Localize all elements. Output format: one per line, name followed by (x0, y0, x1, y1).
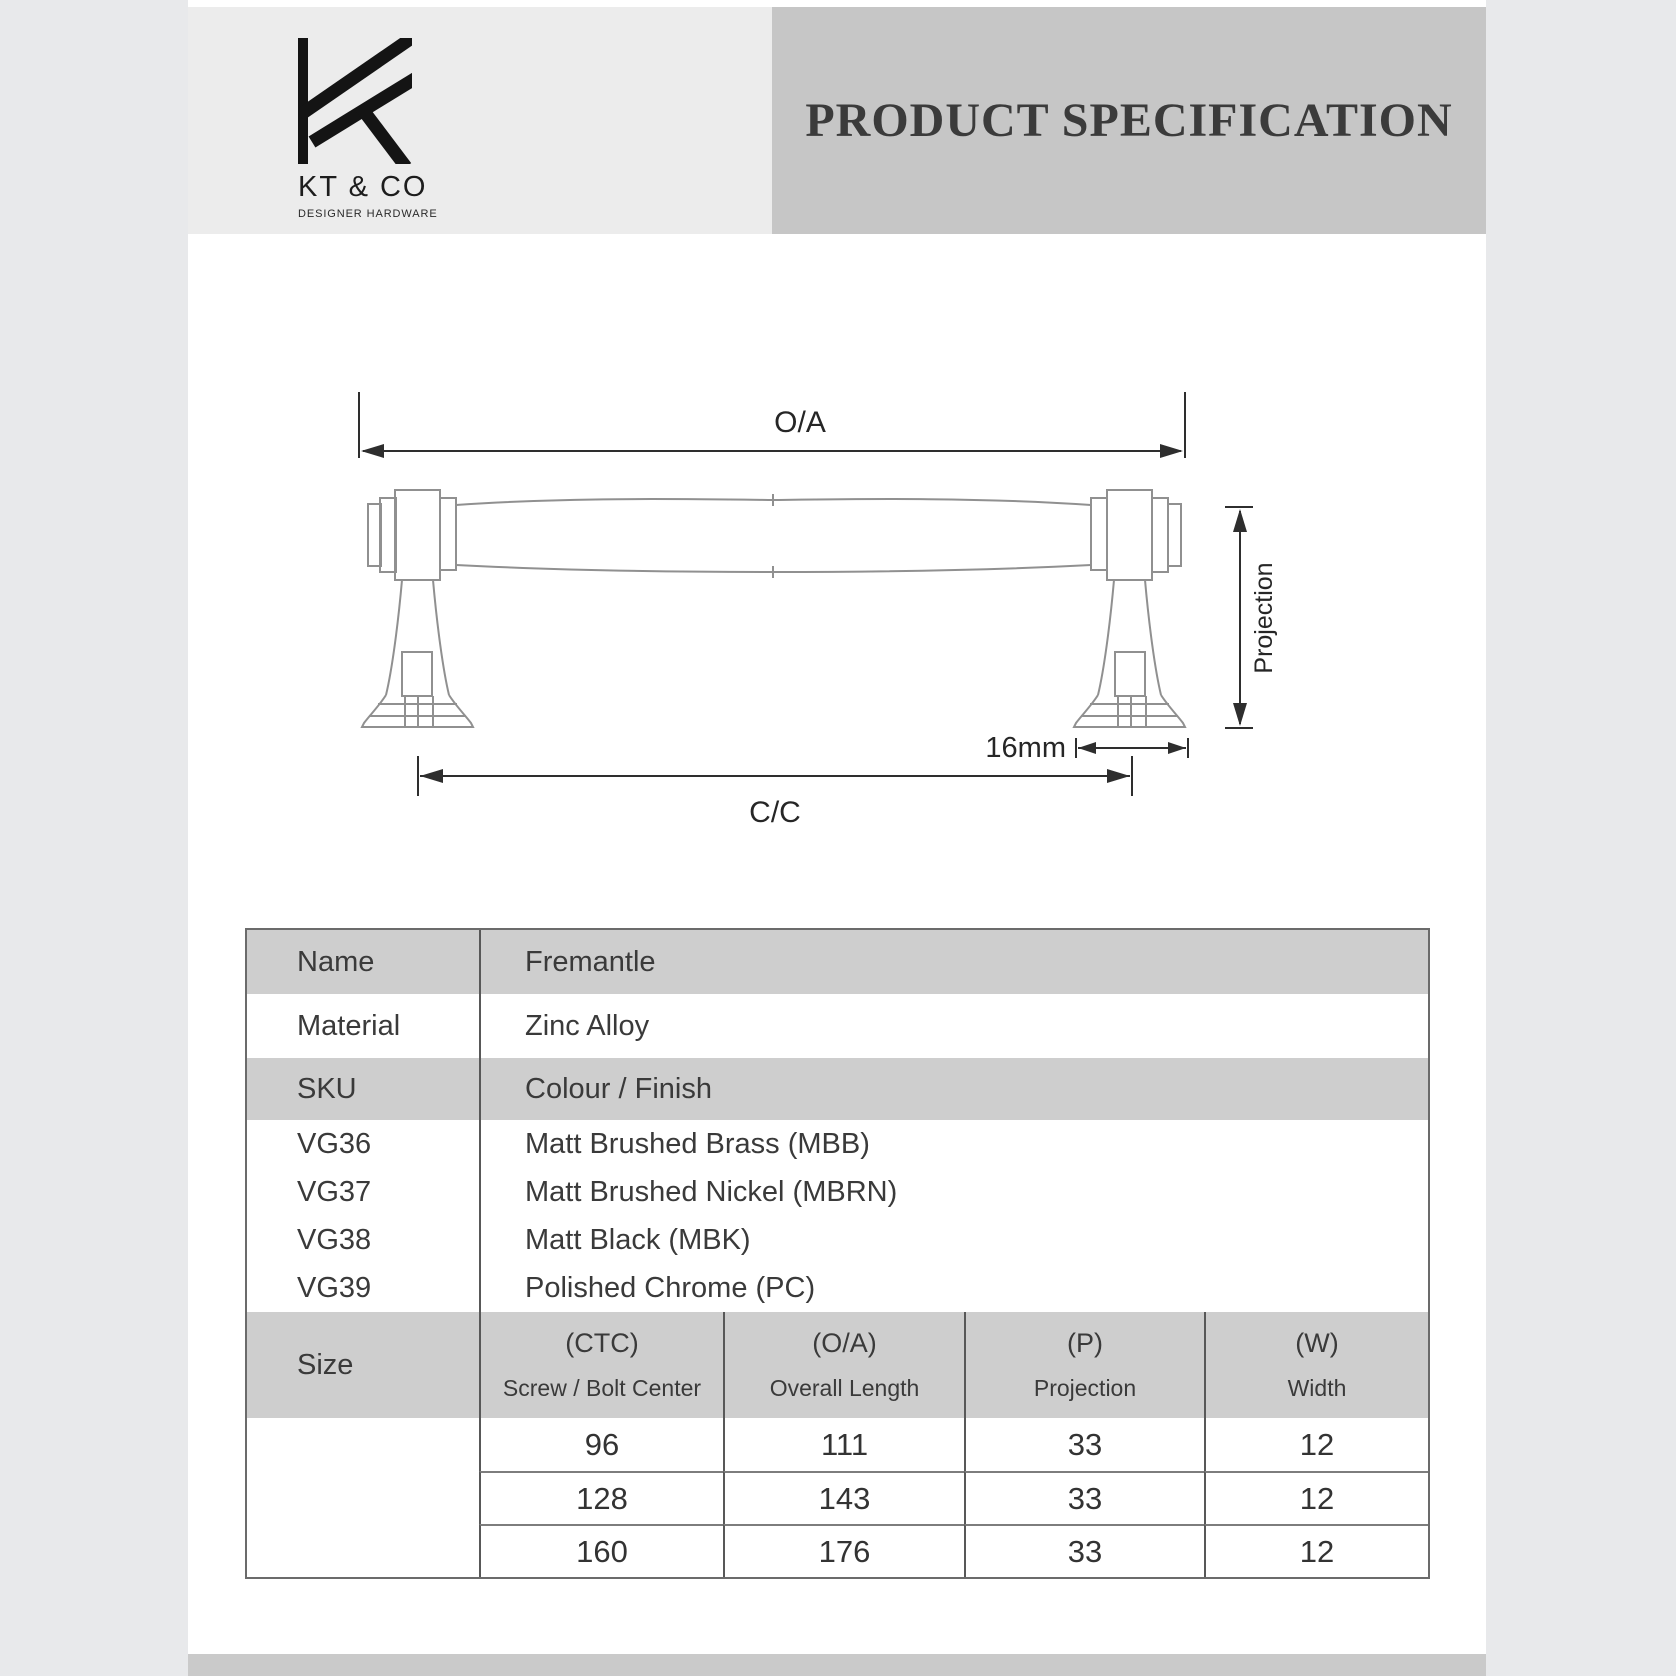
sku-code: VG36 (297, 1127, 372, 1160)
spec-table (245, 928, 1430, 1579)
table-row-material (247, 994, 1428, 1058)
table-row-size-2 (247, 1471, 1428, 1524)
table-row-name (247, 930, 1428, 994)
column-name: Overall Length (769, 1375, 920, 1401)
spec-sheet (188, 0, 1486, 1676)
sku-finishes (479, 1120, 1428, 1312)
sku-finish: Matt Brushed Nickel (MBRN) (525, 1175, 898, 1208)
row-label: Material (297, 1009, 401, 1042)
overall-length-dimension (359, 392, 1185, 458)
size-value: 128 (479, 1471, 723, 1524)
size-column-header (479, 1312, 723, 1418)
table-row-size-3 (247, 1524, 1428, 1577)
row-value: Colour / Finish (479, 1058, 1428, 1120)
footer-bar (188, 1654, 1486, 1676)
table-row-size-1 (247, 1418, 1428, 1471)
size-value: 111 (723, 1418, 964, 1471)
page-title: PRODUCT SPECIFICATION (805, 94, 1453, 147)
overall-length-label: O/A (774, 406, 826, 439)
size-value: 33 (964, 1471, 1204, 1524)
brand-panel (188, 7, 772, 234)
sku-code: VG39 (297, 1271, 372, 1304)
size-value: 12 (1204, 1418, 1428, 1471)
title-panel (772, 7, 1486, 234)
brand-logo (298, 38, 438, 220)
column-code: (O/A) (812, 1328, 877, 1358)
column-name: Projection (1033, 1375, 1137, 1401)
center-to-center-dimension (418, 756, 1132, 829)
brand-name: KT & CO (298, 171, 428, 203)
size-column-header (964, 1312, 1204, 1418)
column-name: Screw / Bolt Center (502, 1375, 702, 1401)
row-value: Zinc Alloy (479, 994, 1428, 1058)
sku-code: VG38 (297, 1223, 372, 1256)
center-to-center-label: C/C (749, 796, 801, 829)
row-value: Fremantle (479, 930, 1428, 994)
table-row-sku-list (247, 1120, 1428, 1312)
row-label: SKU (297, 1072, 357, 1105)
handle-outline (362, 490, 1185, 727)
size-column-header (723, 1312, 964, 1418)
table-row-size-header (247, 1312, 1428, 1418)
size-value: 33 (964, 1524, 1204, 1577)
size-value: 160 (479, 1524, 723, 1577)
projection-dimension (1225, 507, 1278, 728)
column-name: Width (1287, 1375, 1347, 1401)
size-value: 33 (964, 1418, 1204, 1471)
sku-finish: Polished Chrome (PC) (525, 1271, 816, 1304)
size-value: 12 (1204, 1524, 1428, 1577)
row-label: Name (297, 945, 375, 978)
kt-monogram-icon (298, 38, 412, 164)
empty-cell (247, 1471, 479, 1524)
size-label: Size (297, 1348, 354, 1381)
size-value: 96 (479, 1418, 723, 1471)
column-code: (P) (1067, 1328, 1103, 1358)
table-row-sku-header (247, 1058, 1428, 1120)
size-value: 176 (723, 1524, 964, 1577)
column-code: (W) (1295, 1328, 1339, 1358)
sku-finish: Matt Brushed Brass (MBB) (525, 1127, 870, 1160)
size-value: 143 (723, 1471, 964, 1524)
size-column-header (1204, 1312, 1428, 1418)
projection-label: Projection (1250, 562, 1278, 674)
sku-code: VG37 (297, 1175, 372, 1208)
technical-drawing (300, 360, 1300, 880)
brand-tagline: DESIGNER HARDWARE (298, 208, 438, 220)
empty-cell (247, 1418, 479, 1471)
base-width-dimension (985, 732, 1188, 764)
sku-codes (247, 1120, 479, 1312)
sku-finish: Matt Black (MBK) (525, 1223, 751, 1256)
empty-cell (247, 1524, 479, 1577)
column-code: (CTC) (565, 1328, 639, 1358)
size-value: 12 (1204, 1471, 1428, 1524)
base-width-label: 16mm (985, 732, 1066, 764)
